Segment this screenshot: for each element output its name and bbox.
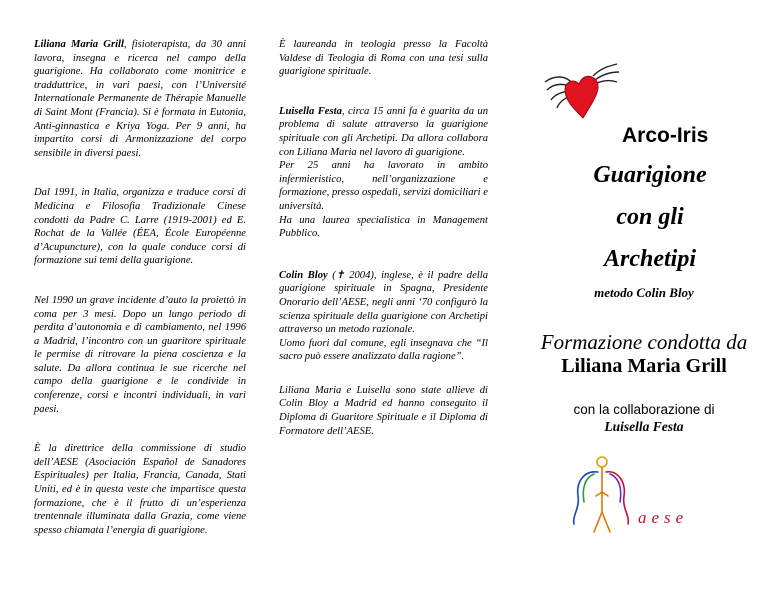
title-line-3: Archetipi (603, 246, 696, 272)
title-line-1: Guarigione (593, 162, 707, 188)
formazione-label: Formazione condotta da (540, 330, 748, 354)
bio-italy-paragraph: Dal 1991, in Italia, organizza e traduce corsi di Medicina e Filosofia Tradizionale Cinese condotti da Padre C. Larre (1919-2001) ed E. Rochat de la Vallée (ÉEA, École Européenne d’Acupuncture), con la quale conduce corsi di formazione sui temi della guarigione. (34, 187, 246, 267)
aese-angel-icon (562, 452, 642, 538)
title-line-2: con gli (616, 204, 684, 230)
bio-luisella-paragraph (279, 105, 488, 241)
bio-colin-paragraph (279, 269, 488, 364)
brand-name: Arco-Iris (622, 124, 709, 147)
column-middle-bio (279, 38, 488, 464)
name-liliana: Liliana Maria Grill (34, 39, 124, 50)
bio-colin-quote: Uomo fuori dal comune, egli insegnava che “Il sacro può essere analizzato dalla ragione”. (279, 337, 488, 363)
bio-aese-paragraph: È la direttrice della commissione di studio dell’AESE (Asociación Español de Sanadores Espirituales) per Italia, Francia, Canada, Stati Uniti, ed è in questa veste che impartisce questa formazione, che è il frutto di un’esperienza trentennale illuminata dalla Grazia, come viene spesso chiamata l’energia di guarigione. (34, 443, 246, 536)
collab-name: Luisella Festa (604, 419, 684, 434)
formazione-block (520, 330, 768, 378)
bio-liliana-paragraph (34, 38, 246, 160)
bio-accident-paragraph: Nel 1990 un grave incidente d’auto la proiettò in coma per 3 mesi. Dopo un lungo periodo di perdita d’autonomia e di cambiamento, nel 1996 a Madrid, l’incontro con un guaritore spirituale le permise di ritrovare la piena coscienza e la salute. Da allora continua le sue ricerche nel campo della guarigione e le condivide in conferenze, corsi e incontri individuali, in vari paesi. (34, 294, 246, 415)
bio-luisella-work: Per 25 anni ha lavorato in ambito infermieristico, nell’organizzazione e formazione, presso ospedali, servizi domiciliari e università. (279, 160, 488, 212)
aese-logo-text: aese (638, 508, 689, 527)
bio-luisella-text: , circa 15 anni fa è guarita da un problema di salute attraverso la guarigione spirituale con gli Archetipi. Da allora collabora con Liliana Maria nel lavoro di guarigione. (279, 105, 489, 158)
diploma-paragraph: Liliana Maria e Luisella sono state allieve di Colin Bloy a Madrid ed hanno conseguito il Diploma di Guaritore Spirituale e il Diploma di Formatore dell’AESE. (279, 384, 488, 437)
bio-colin-text: (✝ 2004), inglese, è il padre della guarigione spirituale in Spagna, Presidente Onorario dell’AESE, negli anni ‘70 configurò la scienza spirituale della guarigione con Archetipi attraverso un metodo razionale. (279, 269, 488, 336)
cover-panel (520, 0, 768, 593)
theology-paragraph: È laureanda in teologia presso la Facoltà Valdese di Teologia di Roma con una tesi sulla guarigione spirituale. (279, 39, 488, 78)
column-left-bio (34, 38, 246, 563)
bio-luisella-degree: Ha una laurea specialistica in Management Pubblico. (279, 214, 488, 240)
collab-label: con la collaborazione di (573, 402, 715, 417)
collaboration-block (520, 401, 768, 435)
winged-heart-icon (543, 62, 621, 120)
method-subtitle: metodo Colin Bloy (594, 285, 694, 300)
bio-liliana-text: , fisioterapista, da 30 anni lavora, insegna e ricerca nel campo della guarigione. Ha collaborato come monitrice e tradduttrice, in vari paesi, con l’Université Internationale Permanente de Thérapie Manuelle di Saint Mont (Francia). Si è formata in Eutonia, Anti-ginnastica e Kriya Yoga. Per 9 anni, ha impartito corsi di Armonizzazione del corpo sensibile in diversi paesi. (34, 39, 246, 159)
name-colin: Colin Bloy (279, 269, 328, 281)
name-luisella: Luisella Festa (279, 105, 342, 117)
formazione-name: Liliana Maria Grill (561, 355, 727, 377)
